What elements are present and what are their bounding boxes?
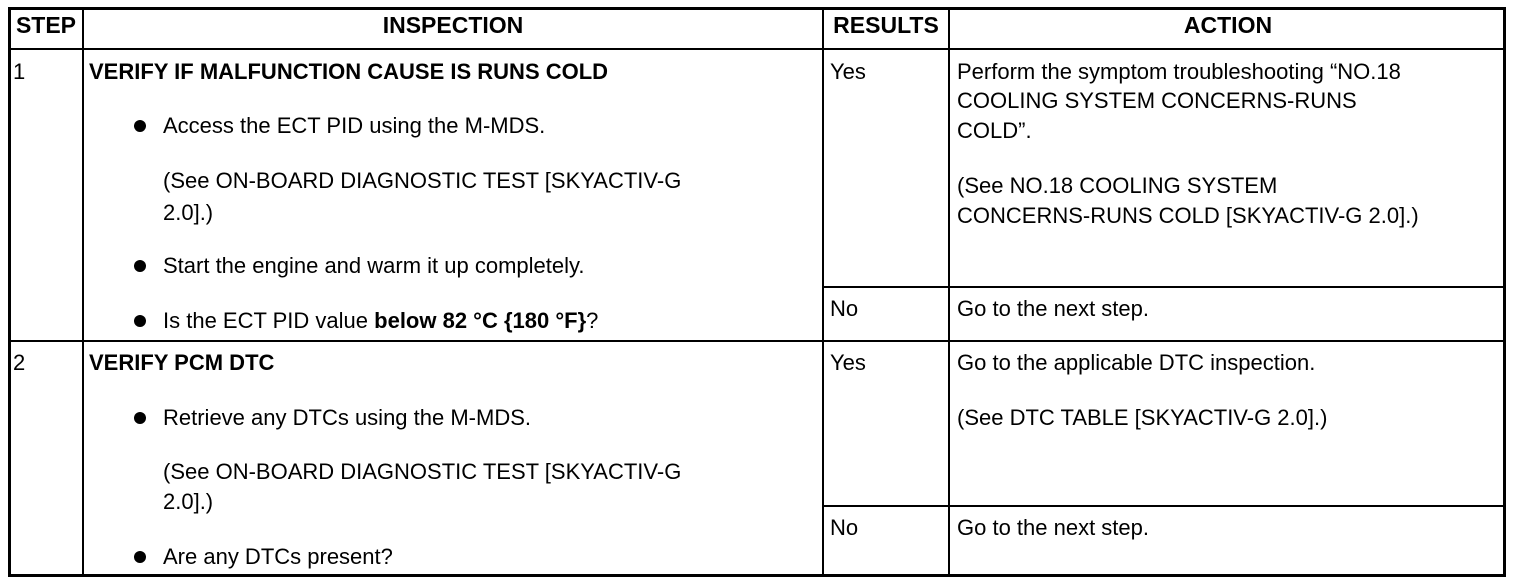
inspection-item: Retrieve any DTCs using the M-MDS. xyxy=(163,405,531,430)
step-number: 2 xyxy=(13,350,26,375)
row-divider-1 xyxy=(8,340,1506,342)
column-divider-results xyxy=(948,7,950,577)
step-number: 1 xyxy=(13,59,26,84)
header-action: ACTION xyxy=(1183,12,1273,38)
question-threshold: below 82 °C {180 °F} xyxy=(374,308,587,333)
action-reference: (See NO.18 COOLING SYSTEM xyxy=(957,173,1278,198)
reference-text: (See ON-BOARD DIAGNOSTIC TEST [SKYACTIV-G xyxy=(163,168,682,193)
inspection-question xyxy=(163,306,598,336)
header-step: STEP xyxy=(15,12,77,38)
row-divider-2-result xyxy=(822,505,1506,507)
reference-text: 2.0].) xyxy=(163,200,214,225)
action-reference: (See DTC TABLE [SKYACTIV-G 2.0].) xyxy=(957,405,1328,430)
bullet-icon xyxy=(134,315,146,327)
column-divider-inspection xyxy=(822,7,824,577)
reference-text: 2.0].) xyxy=(163,489,214,514)
result-yes: Yes xyxy=(830,350,866,375)
action-text: COLD”. xyxy=(957,118,1032,143)
header-divider xyxy=(8,48,1506,50)
header-inspection: INSPECTION xyxy=(382,12,524,38)
inspection-item: Access the ECT PID using the M-MDS. xyxy=(163,113,546,138)
step-title: VERIFY IF MALFUNCTION CAUSE IS RUNS COLD xyxy=(89,59,609,84)
row-divider-1-result xyxy=(822,286,1506,288)
step-title: VERIFY PCM DTC xyxy=(89,350,275,375)
question-mark: ? xyxy=(586,308,599,333)
bullet-icon xyxy=(134,260,146,272)
action-reference: CONCERNS-RUNS COLD [SKYACTIV-G 2.0].) xyxy=(957,203,1419,228)
reference-text: (See ON-BOARD DIAGNOSTIC TEST [SKYACTIV-G xyxy=(163,459,682,484)
bullet-icon xyxy=(134,412,146,424)
column-divider-step xyxy=(82,7,84,577)
action-text: Go to the next step. xyxy=(957,296,1150,321)
result-yes: Yes xyxy=(830,59,866,84)
action-text: Perform the symptom troubleshooting “NO.18 xyxy=(957,59,1401,84)
header-results: RESULTS xyxy=(833,12,939,38)
result-no: No xyxy=(830,515,859,540)
question-text: Is the ECT PID value xyxy=(163,308,375,333)
inspection-question: Are any DTCs present? xyxy=(163,544,393,569)
action-text: COOLING SYSTEM CONCERNS-RUNS xyxy=(957,88,1357,113)
result-no: No xyxy=(830,296,859,321)
action-text: Go to the next step. xyxy=(957,515,1150,540)
bullet-icon xyxy=(134,551,146,563)
bullet-icon xyxy=(134,120,146,132)
inspection-item: Start the engine and warm it up completely. xyxy=(163,253,585,278)
action-text: Go to the applicable DTC inspection. xyxy=(957,350,1316,375)
